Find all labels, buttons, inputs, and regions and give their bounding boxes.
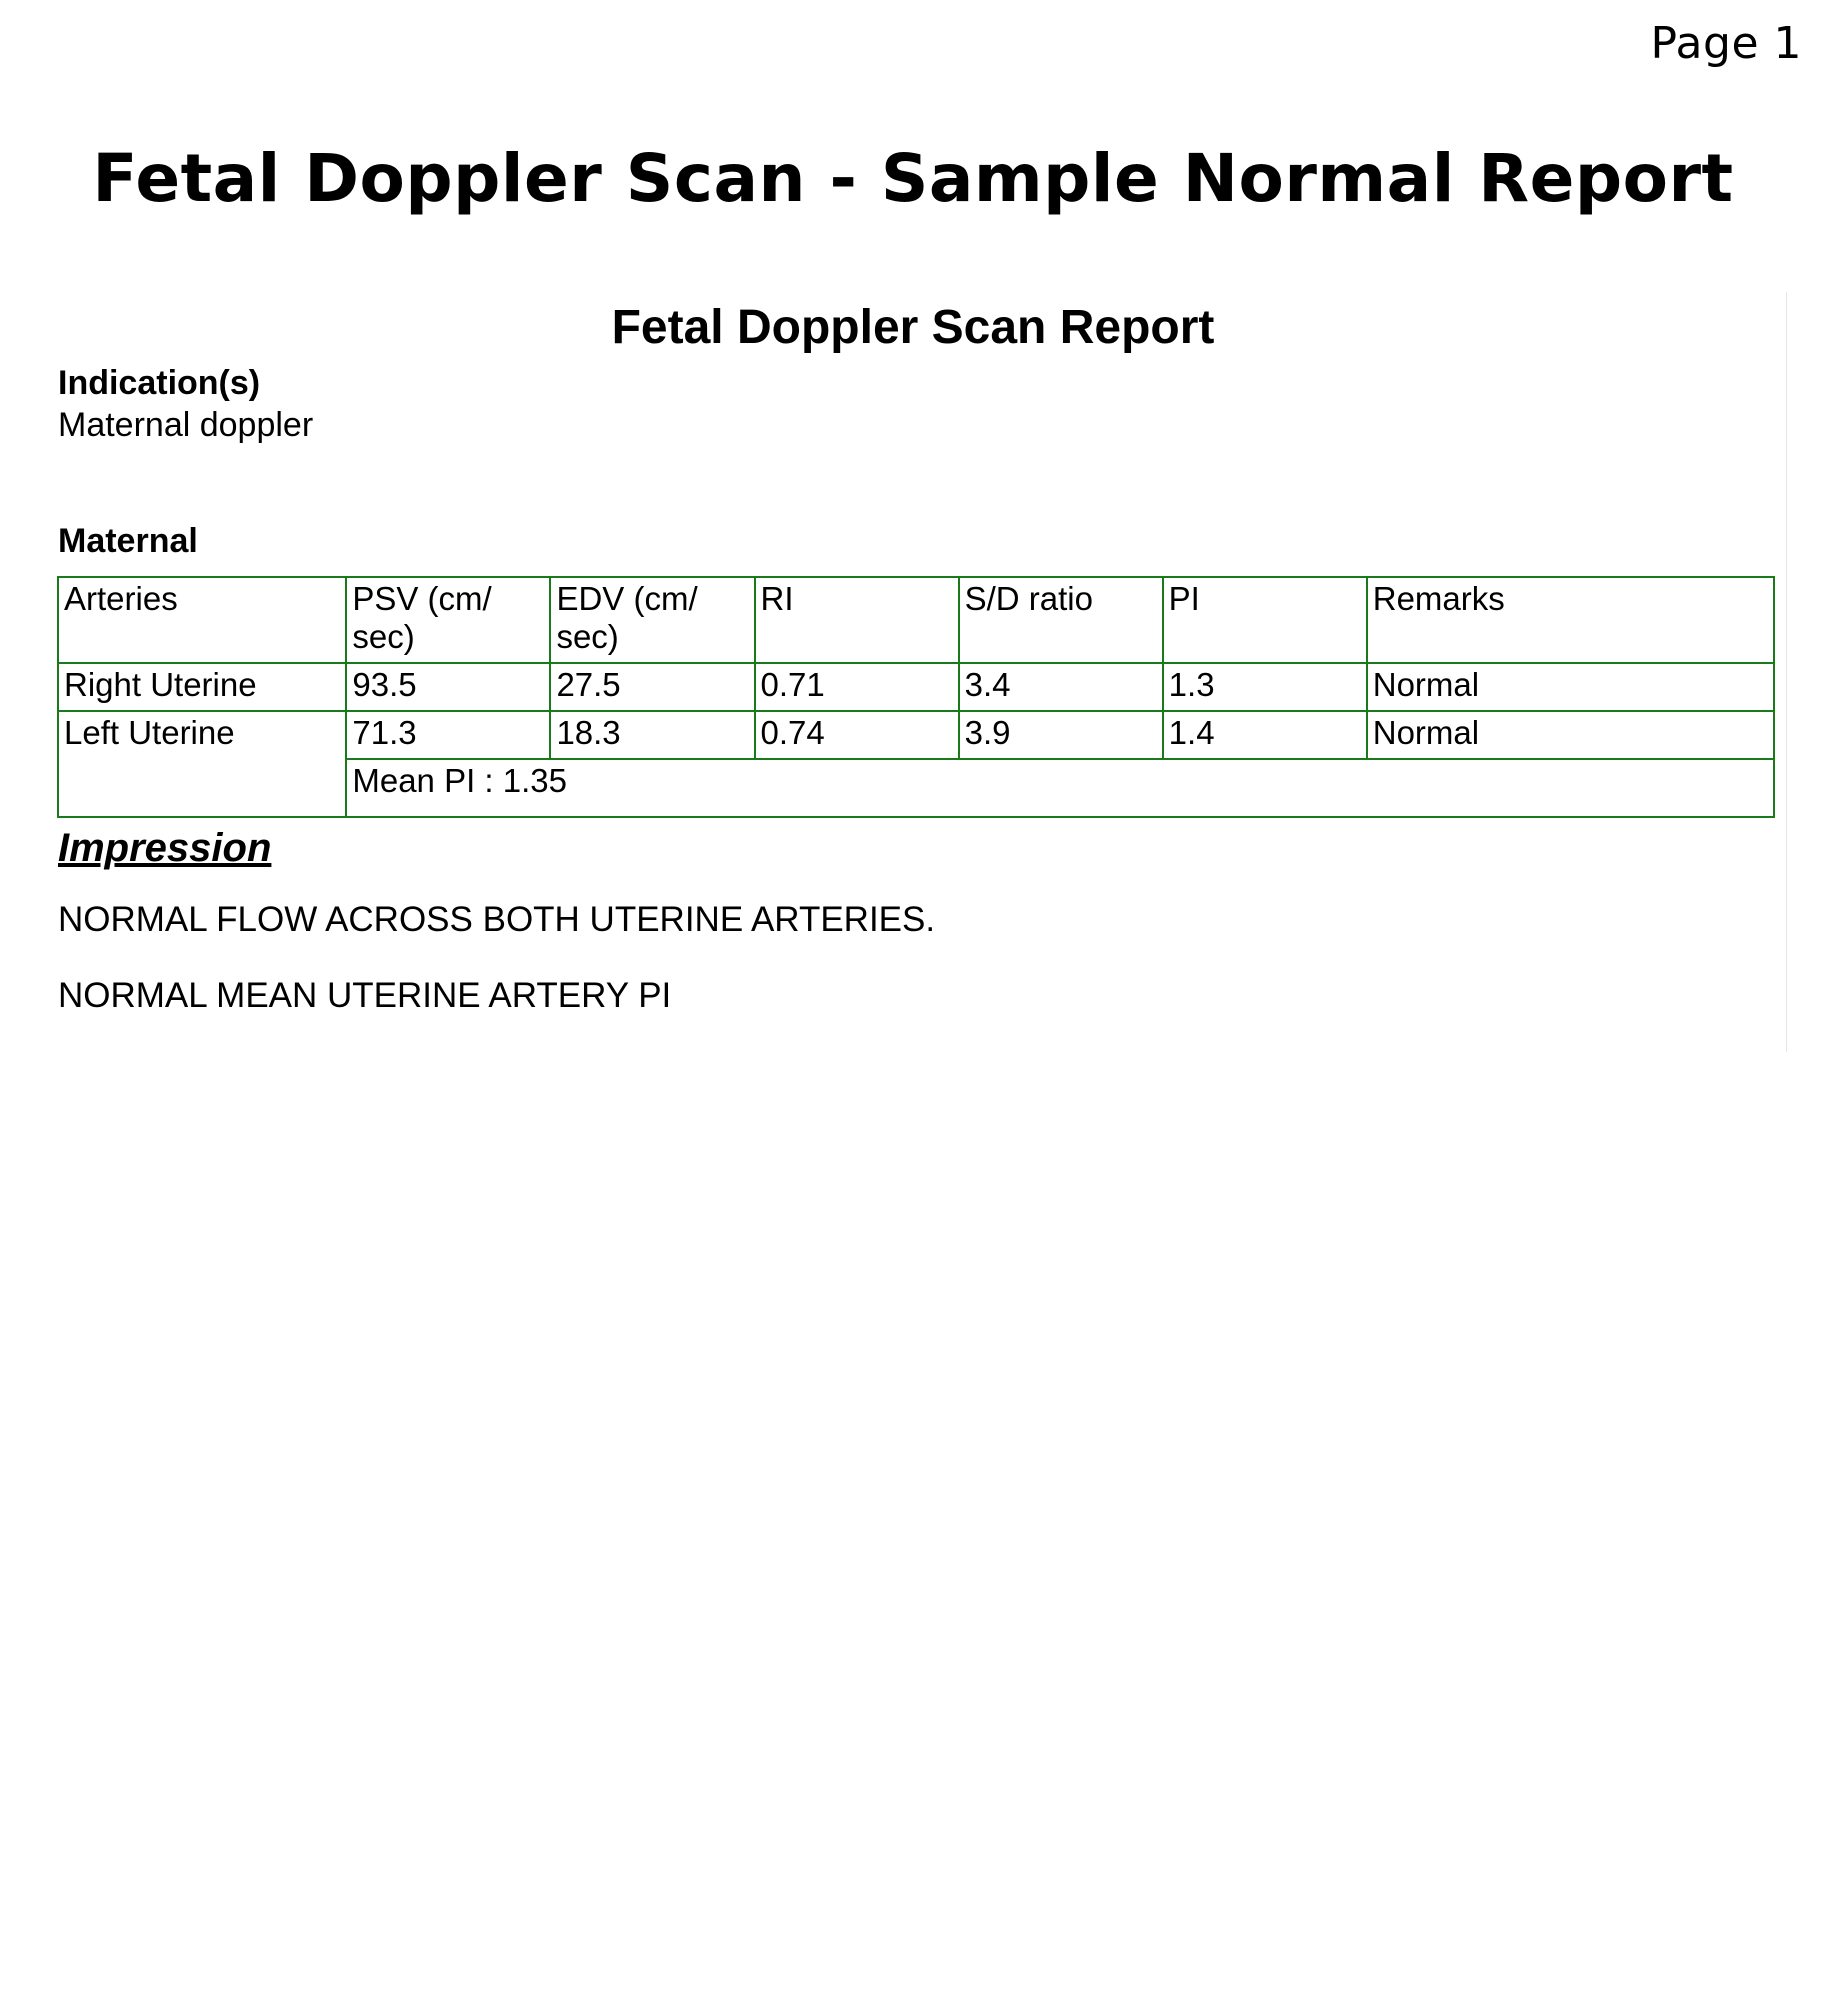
indication-heading: Indication(s) [58,364,261,402]
row-cell-artery: Left Uterine [58,711,346,817]
table-header-row [58,577,1774,663]
header-cell-pi: PI [1163,577,1367,663]
row-cell-remarks: Normal [1367,663,1774,711]
table-row [58,663,1774,711]
row-cell-edv: 18.3 [550,711,754,759]
report-title: Fetal Doppler Scan Report [611,301,1215,354]
header-cell-edv: EDV (cm/ sec) [550,577,754,663]
impression-line: NORMAL FLOW ACROSS BOTH UTERINE ARTERIES. [58,900,936,939]
header-cell-psv: PSV (cm/ sec) [346,577,550,663]
row-cell-sd-ratio: 3.9 [959,711,1163,759]
header-cell-arteries: Arteries [58,577,346,663]
row-cell-pi: 1.4 [1163,711,1367,759]
header-cell-sd-ratio: S/D ratio [959,577,1163,663]
header-cell-remarks: Remarks [1367,577,1774,663]
page-number: Page 1 [1650,18,1802,69]
document-title: Fetal Doppler Scan - Sample Normal Report [92,140,1734,217]
row-cell-pi: 1.3 [1163,663,1367,711]
impression-line: NORMAL MEAN UTERINE ARTERY PI [58,976,672,1015]
row-cell-edv: 27.5 [550,663,754,711]
row-cell-artery: Right Uterine [58,663,346,711]
maternal-doppler-table [57,576,1775,818]
mean-pi-cell: Mean PI : 1.35 [346,759,1774,817]
table-row [58,711,1774,759]
row-cell-ri: 0.71 [755,663,959,711]
row-cell-ri: 0.74 [755,711,959,759]
row-cell-psv: 71.3 [346,711,550,759]
impression-heading: Impression [58,826,272,870]
header-cell-ri: RI [755,577,959,663]
row-cell-remarks: Normal [1367,711,1774,759]
row-cell-sd-ratio: 3.4 [959,663,1163,711]
maternal-heading: Maternal [58,522,198,560]
row-cell-psv: 93.5 [346,663,550,711]
indication-value: Maternal doppler [58,406,314,444]
